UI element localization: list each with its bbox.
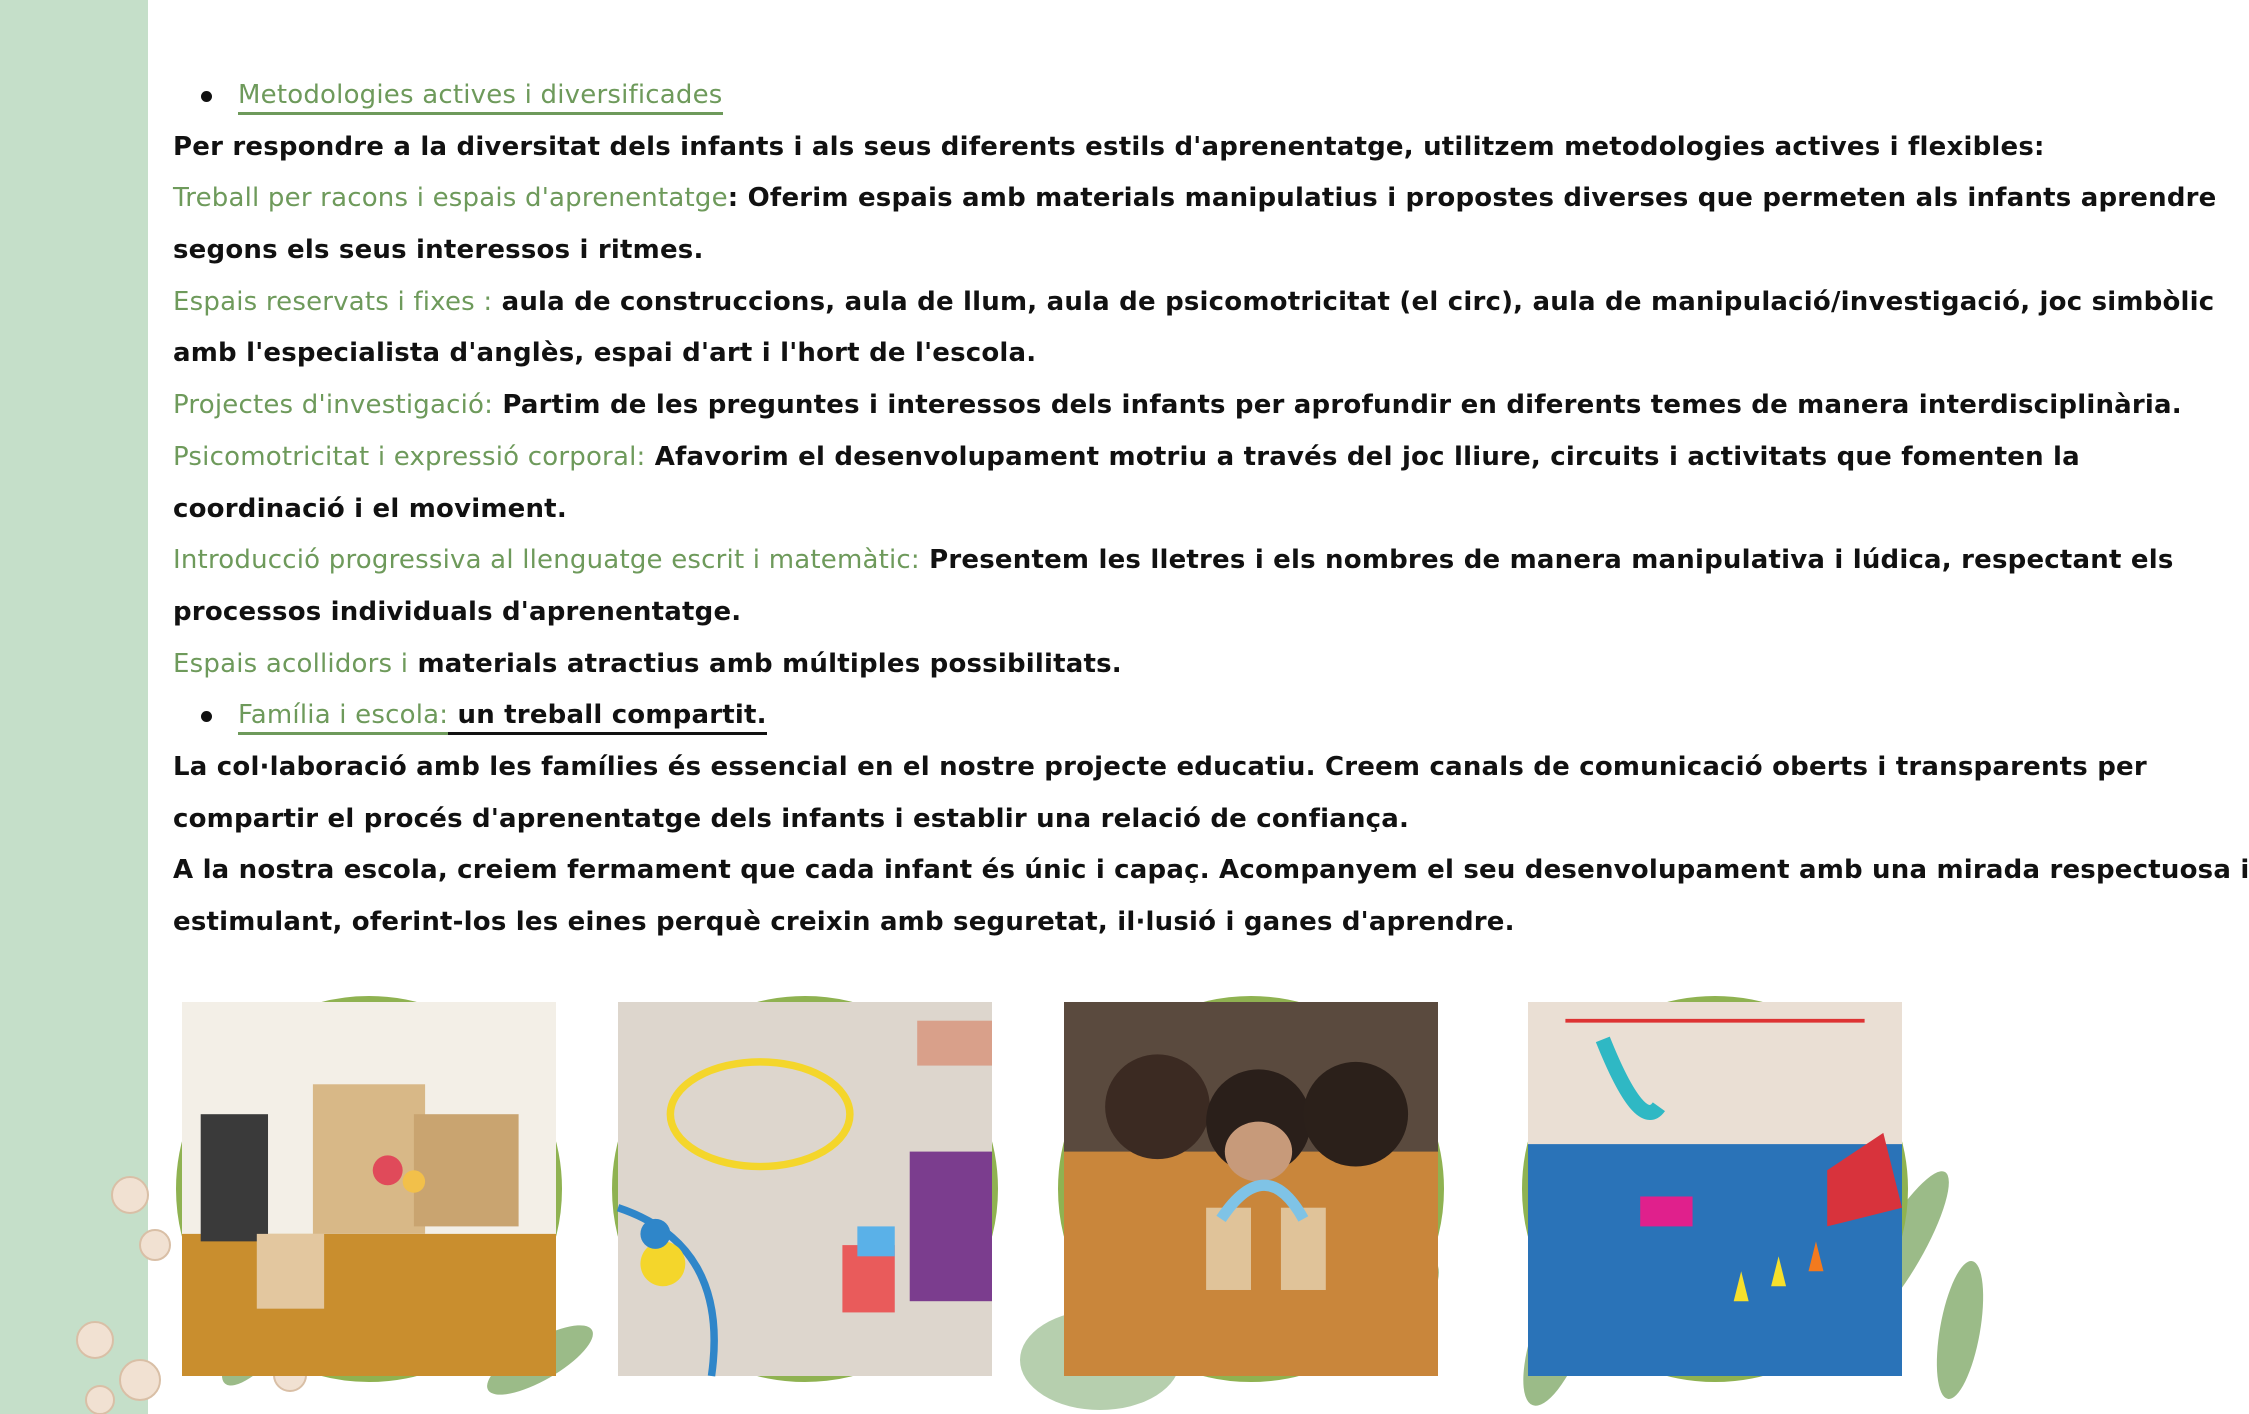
item-introduccio-l1: Introducció progressiva al llenguatge escrit i matemàtic: Presentem les lletres i els nombres de manera manipulativa i lúdica, respectant els [173,545,2174,576]
content [173,70,2249,949]
metodologies-intro: Per respondre a la diversitat dels infants i als seus diferents estils d'aprenentatge, utilitzem metodologies actives i flexibles: [173,131,2045,162]
item-racons-l2: segons els seus interessos i ritmes. [173,235,704,266]
familia-p1-l1: La col·laboració amb les famílies és essencial en el nostre projecte educatiu. Creem canals de comunicació oberts i transparents per [173,751,2147,782]
bullet-icon [201,711,212,722]
item-espais-l2: amb l'especialista d'anglès, espai d'art i l'hort de l'escola. [173,338,1037,369]
familia-p1-l2: compartir el procés d'aprenentatge dels infants i establir una relació de confiança. [173,803,1410,834]
heading-familia: Família i escola: un treball compartit. [173,690,1933,742]
item-projectes: Projectes d'investigació: Partim de les preguntes i interessos dels infants per aprofundir en diferents temes de manera interdisciplinària. [173,390,2182,421]
item-acollidors: Espais acollidors i materials atractius amb múltiples possibilitats. [173,648,1122,679]
bullet-icon [201,91,212,102]
familia-p2-l2: estimulant, oferint-los les eines perquè creixin amb seguretat, il·lusió i ganes d'aprendre. [173,907,1515,937]
photo-hoops-floor-activity [612,996,998,1382]
photo-corner-play-area [176,996,562,1382]
familia-p2-l1: A la nostra escola, creiem fermament que cada infant és únic i capaç. Acompanyem el seu desenvolupament amb una mirada respectuosa i [173,855,2249,886]
item-introduccio-l2: processos individuals d'aprenentatge. [173,596,742,627]
item-espais-l1: Espais reservats i fixes : aula de construccions, aula de llum, aula de psicomotricitat (el circ), aula de manipulació/investigació, joc simbòlic [173,286,2215,317]
heading-metodologies: Metodologies actives i diversificades [173,70,1933,122]
item-racons-l1: Treball per racons i espais d'aprenentatge: Oferim espais amb materials manipulatius i propostes diverses que permeten als infants aprendre [173,183,2217,214]
photo-psychomotor-circus-room [1522,996,1908,1382]
item-psico-l2: coordinació i el moviment. [173,493,567,524]
item-psico-l1: Psicomotricitat i expressió corporal: Afavorim el desenvolupament motriu a través del joc lliure, circuits i activitats que fomenten la [173,441,2080,472]
photo-children-experiment [1058,996,1444,1382]
photo-row [0,980,2000,1414]
